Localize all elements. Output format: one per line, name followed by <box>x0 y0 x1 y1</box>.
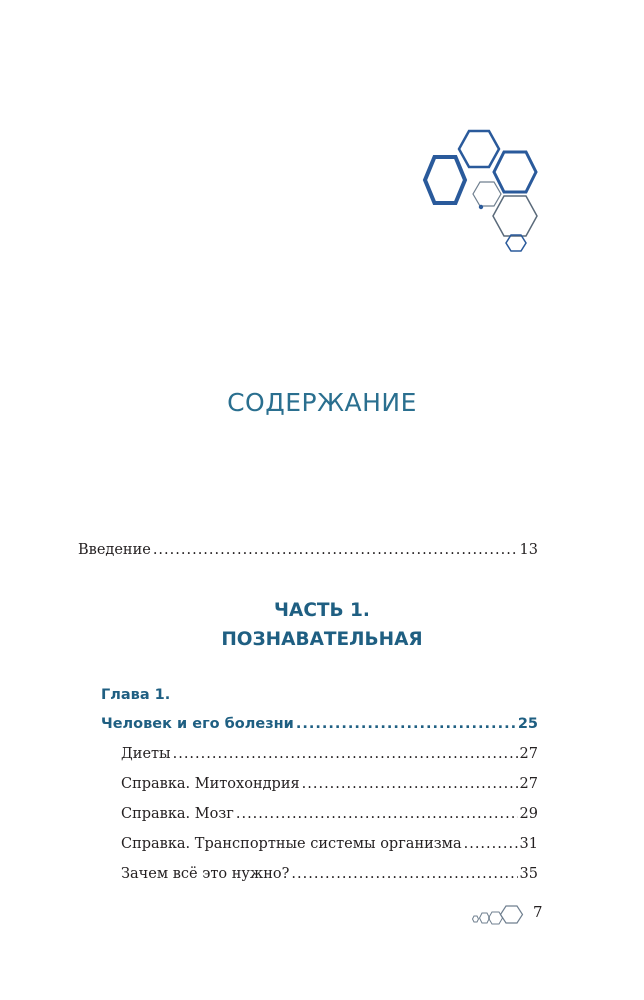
toc-entry-page: 29 <box>519 806 538 822</box>
part-heading <box>0 596 644 654</box>
toc-entry-label: Справка. Транспортные системы организма <box>121 836 462 852</box>
toc-entry-chapter[interactable] <box>101 714 538 734</box>
footer-hexagon-icon <box>470 902 540 926</box>
dot-leader <box>173 744 518 764</box>
toc-entry-label: Справка. Мозг <box>121 806 234 822</box>
part-number: ЧАСТЬ 1. <box>274 600 370 621</box>
dot-leader <box>236 804 518 824</box>
toc-entry-label: Диеты <box>121 746 171 762</box>
page-number: 7 <box>533 903 543 921</box>
toc-entry-intro[interactable] <box>78 540 538 560</box>
dot-leader <box>153 540 518 560</box>
dot-leader <box>464 834 518 854</box>
toc-entry-label: Человек и его болезни <box>101 716 294 732</box>
toc-entry-page: 35 <box>519 866 538 882</box>
toc-entry-section[interactable] <box>121 774 538 794</box>
toc-entry-page: 27 <box>519 776 538 792</box>
toc-entry-label: Введение <box>78 542 151 558</box>
toc-entry-page: 31 <box>519 836 538 852</box>
toc-entry-label: Справка. Митохондрия <box>121 776 300 792</box>
toc-entry-section[interactable] <box>121 804 538 824</box>
toc-entry-page: 25 <box>517 716 538 732</box>
dot-leader <box>302 774 518 794</box>
toc-entry-section[interactable] <box>121 744 538 764</box>
page-title: СОДЕРЖАНИЕ <box>227 388 417 417</box>
dot-leader <box>291 864 517 884</box>
hexagon-decoration-icon <box>412 122 552 254</box>
toc-entry-label: Зачем всё это нужно? <box>121 866 290 882</box>
part-name: ПОЗНАВАТЕЛЬНАЯ <box>221 629 423 650</box>
toc-entry-page: 13 <box>519 542 538 558</box>
dot-leader <box>296 714 516 734</box>
chapter-label: Глава 1. <box>101 687 171 703</box>
toc-entry-section[interactable] <box>121 864 538 884</box>
toc-entry-page: 27 <box>519 746 538 762</box>
toc-entry-section[interactable] <box>121 834 538 854</box>
